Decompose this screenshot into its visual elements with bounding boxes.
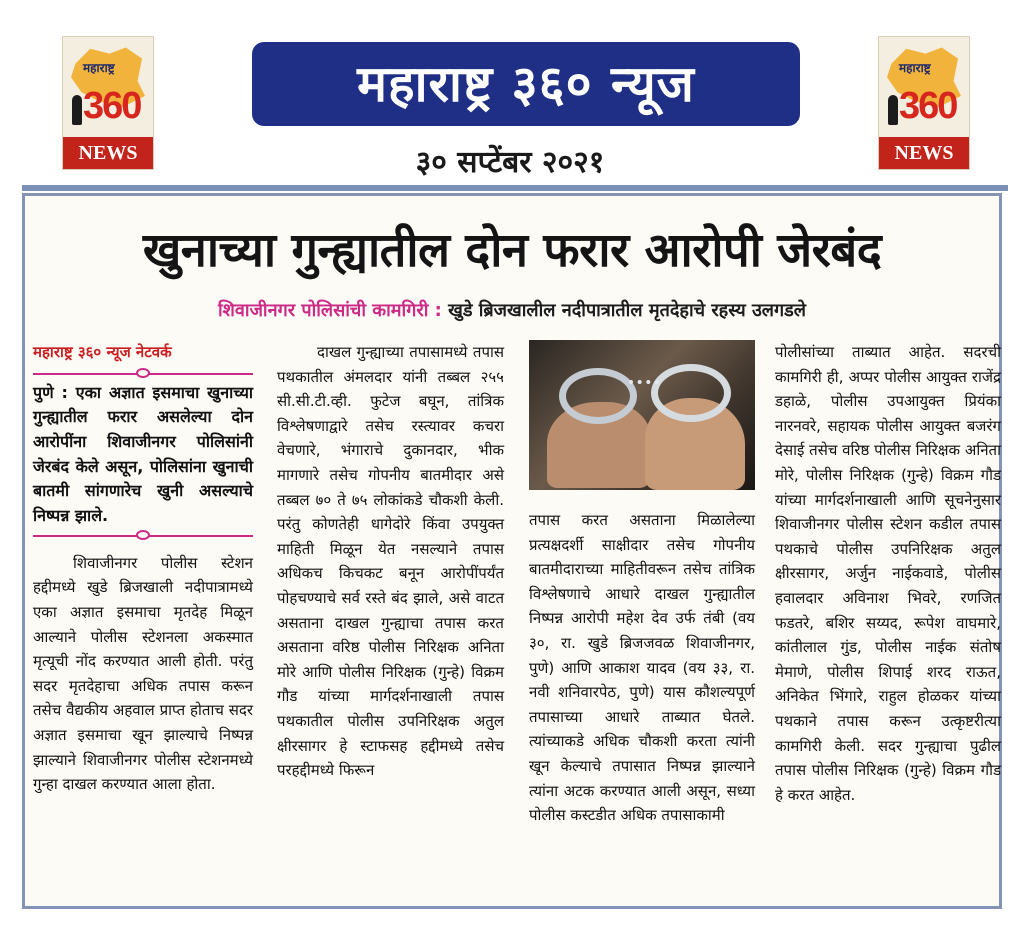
logo-news-label: NEWS <box>879 137 969 169</box>
chain-icon <box>629 380 659 392</box>
handcuffs-photo <box>529 340 755 490</box>
subheading-text: खुडे ब्रिजखालील नदीपात्रातील मृतदेहाचे रहस्य उलगडले <box>441 300 806 321</box>
column-2-text: दाखल गुन्ह्याच्या तपासामध्ये तपास पथकातील अंमलदार यांनी तब्बल २५५ सी.सी.टी.व्ही. फुटेज बघून, तांत्रिक विश्लेषणाद्वारे तसेच रस्त्यावर कचरा वेचणारे, भंगाराचे दुकानदार, भीक मागणारे तसेच गोपनीय बातमीदार असे तब्बल ७० ते ७५ लोकांकडे चौकशी केली. परंतु कोणतेही धागेदोरे किंवा उपयुक्त माहिती मिळून येत नसल्याने तपास अधिकच किचकट बनून आरोपींपर्यंत पोहचण्याचे सर्व रस्ते बंद झाले, असे वाटत असताना दाखल गुन्ह्याचा तपास करत असताना वरिष्ठ पोलीस निरिक्षक अनिता मोरे आणि पोलीस निरिक्षक (गुन्हे) विक्रम गौड यांच्या मार्गदर्शनाखाली तपास पथकातील पोलीस उपनिरिक्षक अतुल क्षीरसागर हे स्टाफसह हद्दीमध्ये तसेच परहद्दीमध्ये फिरून <box>277 343 504 780</box>
article-column-4 <box>775 340 1001 807</box>
article-column-3 <box>529 508 755 828</box>
network-credit: महाराष्ट्र ३६० न्यूज नेटवर्क <box>33 343 172 361</box>
logo-number: 360 <box>899 85 957 127</box>
ornament-divider <box>33 531 253 541</box>
article-frame <box>22 193 1002 909</box>
article-column-1 <box>33 340 253 797</box>
logo-left <box>62 36 154 170</box>
subheading-highlight: शिवाजीनगर पोलिसांची कामगिरी : <box>218 300 442 321</box>
logo-number: 360 <box>83 85 141 127</box>
column-1-text: शिवाजीनगर पोलीस स्टेशन हद्दीमध्ये खुडे ब्रिजखाली नदीपात्रामध्ये एका अज्ञात इसमाचा मृतदेह मिळून आल्याने पोलीस स्टेशनला अकस्मात मृत्यूची नोंद करण्यात आली होती. परंतु सदर मृतदेहाचा अधिक तपास करून तसेच वैद्यकीय अहवाल प्राप्त होताच सदर अज्ञात इसमाचा खून झाल्याचे निष्पन्न झाल्याने शिवाजीनगर पोलीस स्टेशनमध्ये गुन्हा दाखल करण्यात आला होता. <box>33 553 253 794</box>
handcuff-icon <box>559 368 637 424</box>
column-4-text: पोलीसांच्या ताब्यात आहेत. सदरची कामगिरी ही, अप्पर पोलीस आयुक्त राजेंद्र डहाळे, पोलीस उपआयुक्त प्रियंका नारनवरे, सहायक पोलीस आयुक्त बजरंग देसाई तसेच वरिष्ठ पोलीस निरिक्षक अनिता मोरे, पोलीस निरिक्षक (गुन्हे) विक्रम गौड यांच्या मार्गदर्शनाखाली आणि सूचनेनुसार शिवाजीनगर पोलीस स्टेशन कडील तपास पथकाचे पोलीस उपनिरिक्षक अतुल क्षीरसागर, अर्जुन नाईकवाडे, पोलीस हवालदार अविनाश भिवरे, रणजित फडतरे, बशिर सय्यद, रूपेश वाघमारे, कांतीलाल गुंड, पोलीस नाईक संतोष मेमाणे, पोलीस शिपाई शरद राऊत, अनिकेत भिंगारे, राहुल होळकर यांच्या पथकाने तपास करून उत्कृष्टरीत्या कामगिरी केली. सदर गुन्ह्याचा पुढील तपास पोलीस निरिक्षक (गुन्हे) विक्रम गौड हे करत आहेत. <box>775 343 1001 804</box>
masthead-title: महाराष्ट्र ३६० न्यूज <box>252 42 800 126</box>
article-subheading <box>25 298 999 322</box>
handcuff-icon <box>651 364 731 422</box>
ornament-divider <box>33 369 253 379</box>
article-lead: पुणे : एका अज्ञात इसमाचा खुनाच्या गुन्ह्यातील फरार असलेल्या दोन आरोपींना शिवाजीनगर पोलिसांनी जेरबंद केले असून, पोलिसांना खुनाची बातमी सांगणारेच खुनी असल्याचे निष्पन्न झाले. <box>33 382 253 526</box>
column-3-text: तपास करत असताना मिळालेल्या प्रत्यक्षदर्शी साक्षीदार तसेच गोपनीय बातमीदाराच्या माहितीवरून तसेच तांत्रिक विश्लेषणाचे आधारे दाखल गुन्ह्यातील निष्पन्न आरोपी महेश देव उर्फ तंबी (वय ३०, रा. खुडे ब्रिजजवळ शिवाजीनगर, पुणे) आणि आकाश यादव (वय ३३, रा. नवी शनिवारपेठ, पुणे) यास कौशल्यपूर्ण तपासाच्या आधारे ताब्यात घेतले. त्यांच्याकडे अधिक चौकशी करता त्यांनी खून केल्याचे तपासात निष्पन्न झाल्याने त्यांना अटक करण्यात आली असून, सध्या पोलीस कस्टडीत अधिक तपासाकामी <box>529 511 755 825</box>
logo-news-label: NEWS <box>63 137 153 169</box>
masthead-divider <box>22 185 1008 191</box>
microphone-icon <box>888 95 898 125</box>
logo-right <box>878 36 970 170</box>
article-headline: खुनाच्या गुन्ह्यातील दोन फरार आरोपी जेरबंद <box>142 223 882 278</box>
issue-date: ३० सप्टेंबर २०२१ <box>415 145 605 180</box>
logo-state-text: महाराष्ट्र <box>83 61 115 75</box>
logo-state-text: महाराष्ट्र <box>899 61 931 75</box>
article-column-2 <box>277 340 504 783</box>
microphone-icon <box>72 95 82 125</box>
